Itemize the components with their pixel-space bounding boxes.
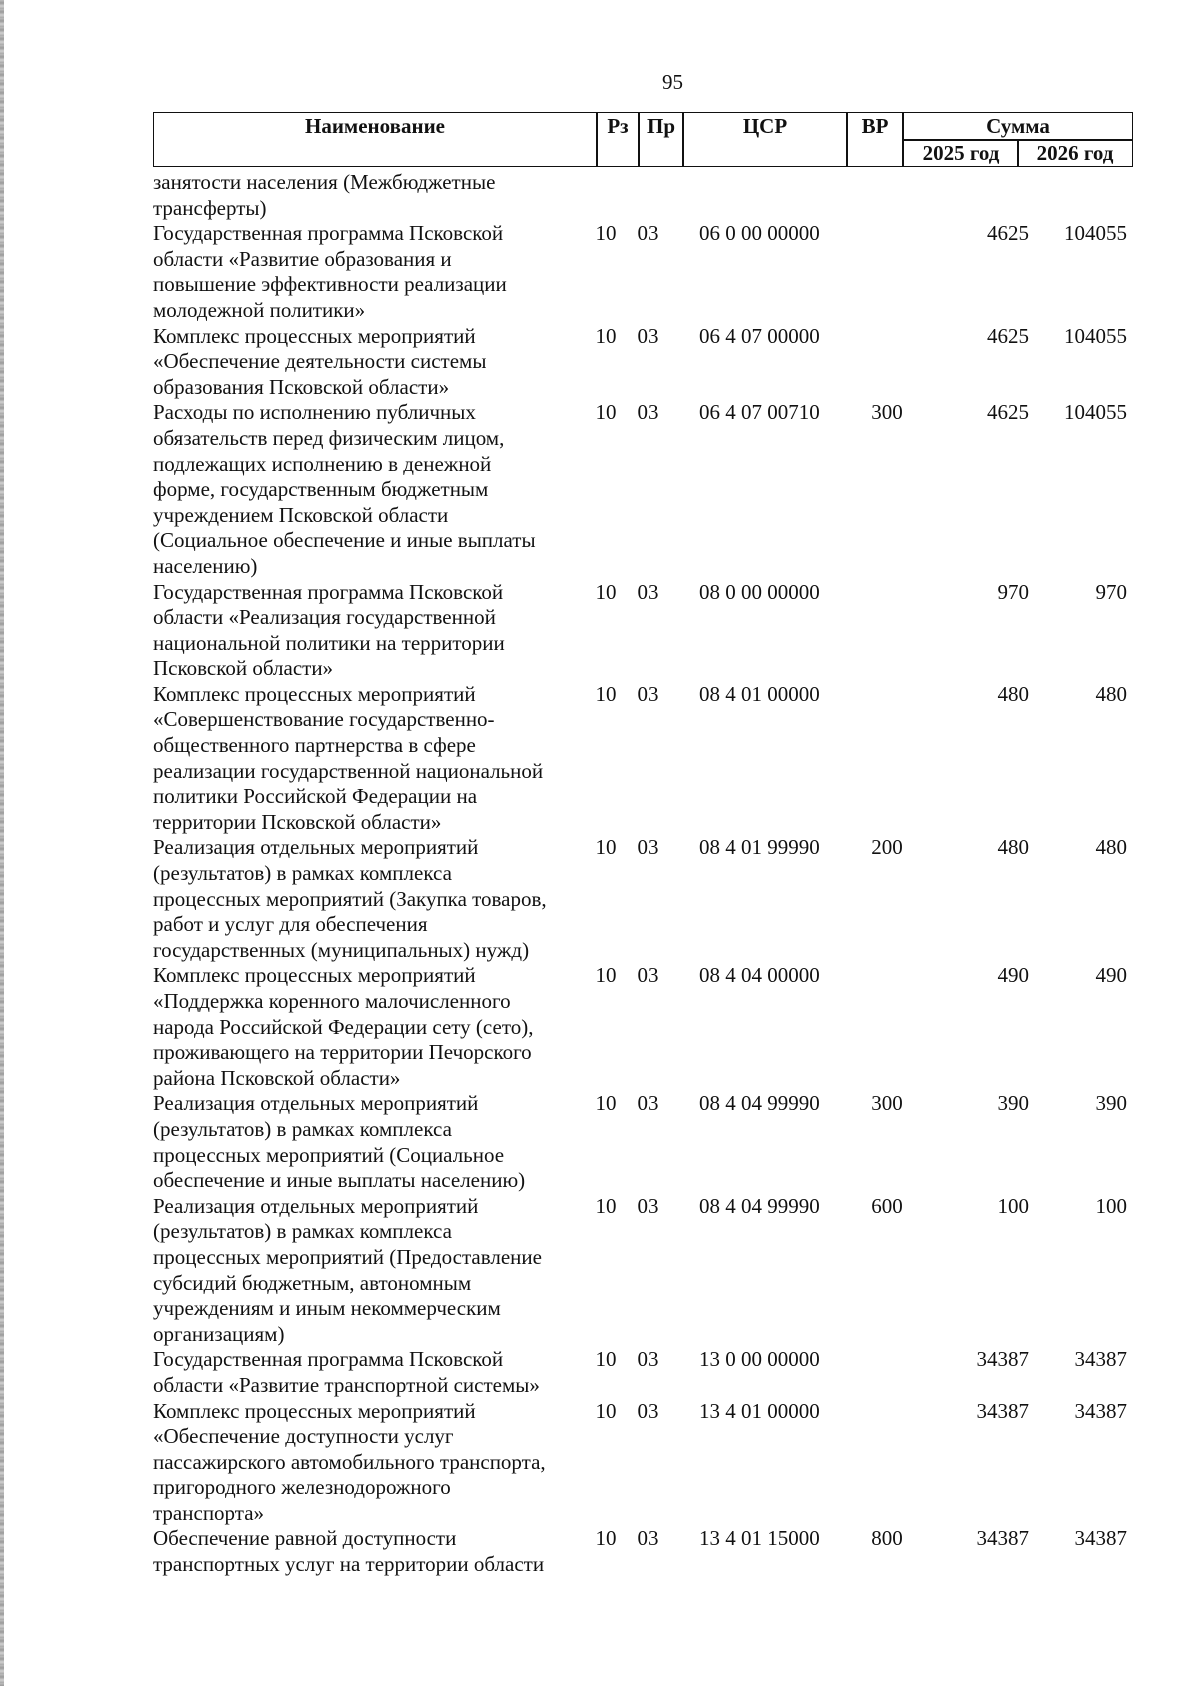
cell-2025: 4625	[987, 400, 1029, 425]
cell-2025: 480	[997, 835, 1029, 860]
cell-rz: 10	[595, 963, 617, 988]
cell-vr: 800	[871, 1526, 903, 1551]
cell-rz: 10	[595, 221, 617, 246]
cell-csr: 08 4 01 99990	[699, 835, 820, 860]
cell-pr: 03	[637, 835, 659, 860]
cell-rz: 10	[595, 681, 617, 706]
cell-pr: 03	[637, 323, 659, 348]
cell-2026: 100	[1095, 1193, 1127, 1218]
table-row	[153, 400, 1133, 579]
cell-rz: 10	[595, 1398, 617, 1423]
header-csr: ЦСР	[683, 112, 847, 167]
header-year-2025: 2025 год	[903, 139, 1019, 167]
cell-pr: 03	[637, 1091, 659, 1116]
cell-2025: 970	[997, 579, 1029, 604]
cell-2025: 100	[997, 1193, 1029, 1218]
table-row	[153, 963, 1133, 1091]
cell-csr: 08 4 04 99990	[699, 1193, 820, 1218]
table-row	[153, 835, 1133, 963]
table-row	[153, 682, 1133, 836]
cell-pr: 03	[637, 400, 659, 425]
cell-pr: 03	[637, 1347, 659, 1372]
cell-rz: 10	[595, 1193, 617, 1218]
cell-2026: 104055	[1064, 400, 1127, 425]
header-name: Наименование	[153, 112, 597, 167]
header-vr: ВР	[847, 112, 903, 167]
cell-name: Обеспечение равной доступности транспортных услуг на территории области	[153, 1526, 545, 1577]
cell-name: занятости населения (Межбюджетные трансферты)	[153, 170, 496, 220]
cell-2026: 34387	[1074, 1398, 1127, 1423]
cell-csr: 08 4 04 00000	[699, 963, 820, 988]
cell-name: Комплекс процессных мероприятий «Поддержка коренного малочисленного народа Российской Федерации сету (сето), проживающего на территории Печорского района Псковской области»	[153, 963, 534, 1090]
table-row	[153, 170, 1133, 221]
cell-name: Государственная программа Псковской области «Развитие образования и повышение эффективности реализации молодежной политики»	[153, 221, 507, 322]
cell-2025: 390	[997, 1091, 1029, 1116]
cell-pr: 03	[637, 1526, 659, 1551]
table-row	[153, 324, 1133, 401]
cell-rz: 10	[595, 1347, 617, 1372]
cell-pr: 03	[637, 221, 659, 246]
cell-csr: 08 0 00 00000	[699, 579, 820, 604]
cell-name: Реализация отдельных мероприятий (результатов) в рамках комплекса процессных мероприятий (Предоставление субсидий бюджетным, автономным учреждениям и иным некоммерческим организациям)	[153, 1193, 542, 1346]
cell-2026: 480	[1095, 681, 1127, 706]
header-year-2026: 2026 год	[1017, 139, 1133, 167]
cell-csr: 08 4 04 99990	[699, 1091, 820, 1116]
cell-vr: 300	[871, 1091, 903, 1116]
cell-rz: 10	[595, 835, 617, 860]
table-row	[153, 1399, 1133, 1527]
cell-2026: 970	[1095, 579, 1127, 604]
cell-csr: 13 4 01 00000	[699, 1398, 820, 1423]
cell-name: Комплекс процессных мероприятий «Совершенствование государственно- общественного партнерства в сфере реализации государственной национальной политики Российской Федерации на территории Псковской области»	[153, 681, 544, 834]
cell-csr: 06 0 00 00000	[699, 221, 820, 246]
cell-2025: 4625	[987, 323, 1029, 348]
cell-2026: 390	[1095, 1091, 1127, 1116]
cell-pr: 03	[637, 963, 659, 988]
cell-rz: 10	[595, 1526, 617, 1551]
cell-name: Государственная программа Псковской области «Реализация государственной национальной политики на территории Псковской области»	[153, 579, 505, 681]
cell-csr: 06 4 07 00710	[699, 400, 820, 425]
cell-csr: 13 0 00 00000	[699, 1347, 820, 1372]
cell-rz: 10	[595, 323, 617, 348]
header-rz: Рз	[597, 112, 639, 167]
cell-2025: 34387	[976, 1398, 1029, 1423]
table-header	[153, 112, 1133, 170]
cell-name: Комплекс процессных мероприятий «Обеспечение деятельности системы образования Псковской области»	[153, 323, 487, 399]
cell-rz: 10	[595, 1091, 617, 1116]
header-sum: Сумма	[903, 112, 1133, 141]
cell-2025: 34387	[976, 1347, 1029, 1372]
table-row	[153, 580, 1133, 682]
cell-csr: 08 4 01 00000	[699, 681, 820, 706]
cell-csr: 06 4 07 00000	[699, 323, 820, 348]
cell-2026: 480	[1095, 835, 1127, 860]
cell-name: Реализация отдельных мероприятий (результатов) в рамках комплекса процессных мероприятий (Социальное обеспечение и иные выплаты населению)	[153, 1091, 526, 1193]
cell-2026: 490	[1095, 963, 1127, 988]
cell-2025: 34387	[976, 1526, 1029, 1551]
cell-name: Государственная программа Псковской области «Развитие транспортной системы»	[153, 1347, 540, 1397]
cell-name: Реализация отдельных мероприятий (результатов) в рамках комплекса процессных мероприятий (Закупка товаров, работ и услуг для обеспечения государственных (муниципальных) нужд)	[153, 835, 547, 962]
cell-name: Расходы по исполнению публичных обязательств перед физическим лицом, подлежащих исполнению в денежной форме, государственным бюджетным учреждением Псковской области (Социальное обеспечение и иные выплаты населению)	[153, 400, 536, 578]
cell-2026: 104055	[1064, 221, 1127, 246]
table-row	[153, 1526, 1133, 1577]
header-pr: Пр	[639, 112, 683, 167]
cell-name: Комплекс процессных мероприятий «Обеспечение доступности услуг пассажирского автомобильного транспорта, пригородного железнодорожного транспорта»	[153, 1398, 546, 1525]
cell-2026: 104055	[1064, 323, 1127, 348]
table-row	[153, 1091, 1133, 1193]
cell-2025: 490	[997, 963, 1029, 988]
cell-csr: 13 4 01 15000	[699, 1526, 820, 1551]
cell-pr: 03	[637, 681, 659, 706]
table-row	[153, 1194, 1133, 1348]
cell-2026: 34387	[1074, 1347, 1127, 1372]
cell-vr: 300	[871, 400, 903, 425]
scan-edge	[0, 0, 4, 1686]
cell-2025: 480	[997, 681, 1029, 706]
cell-pr: 03	[637, 1193, 659, 1218]
table-body	[153, 170, 1133, 1578]
table-row	[153, 1347, 1133, 1398]
cell-pr: 03	[637, 1398, 659, 1423]
cell-2026: 34387	[1074, 1526, 1127, 1551]
cell-2025: 4625	[987, 221, 1029, 246]
cell-rz: 10	[595, 400, 617, 425]
page-number: 95	[662, 70, 683, 94]
table-row	[153, 221, 1133, 323]
cell-rz: 10	[595, 579, 617, 604]
cell-vr: 200	[871, 835, 903, 860]
cell-pr: 03	[637, 579, 659, 604]
cell-vr: 600	[871, 1193, 903, 1218]
